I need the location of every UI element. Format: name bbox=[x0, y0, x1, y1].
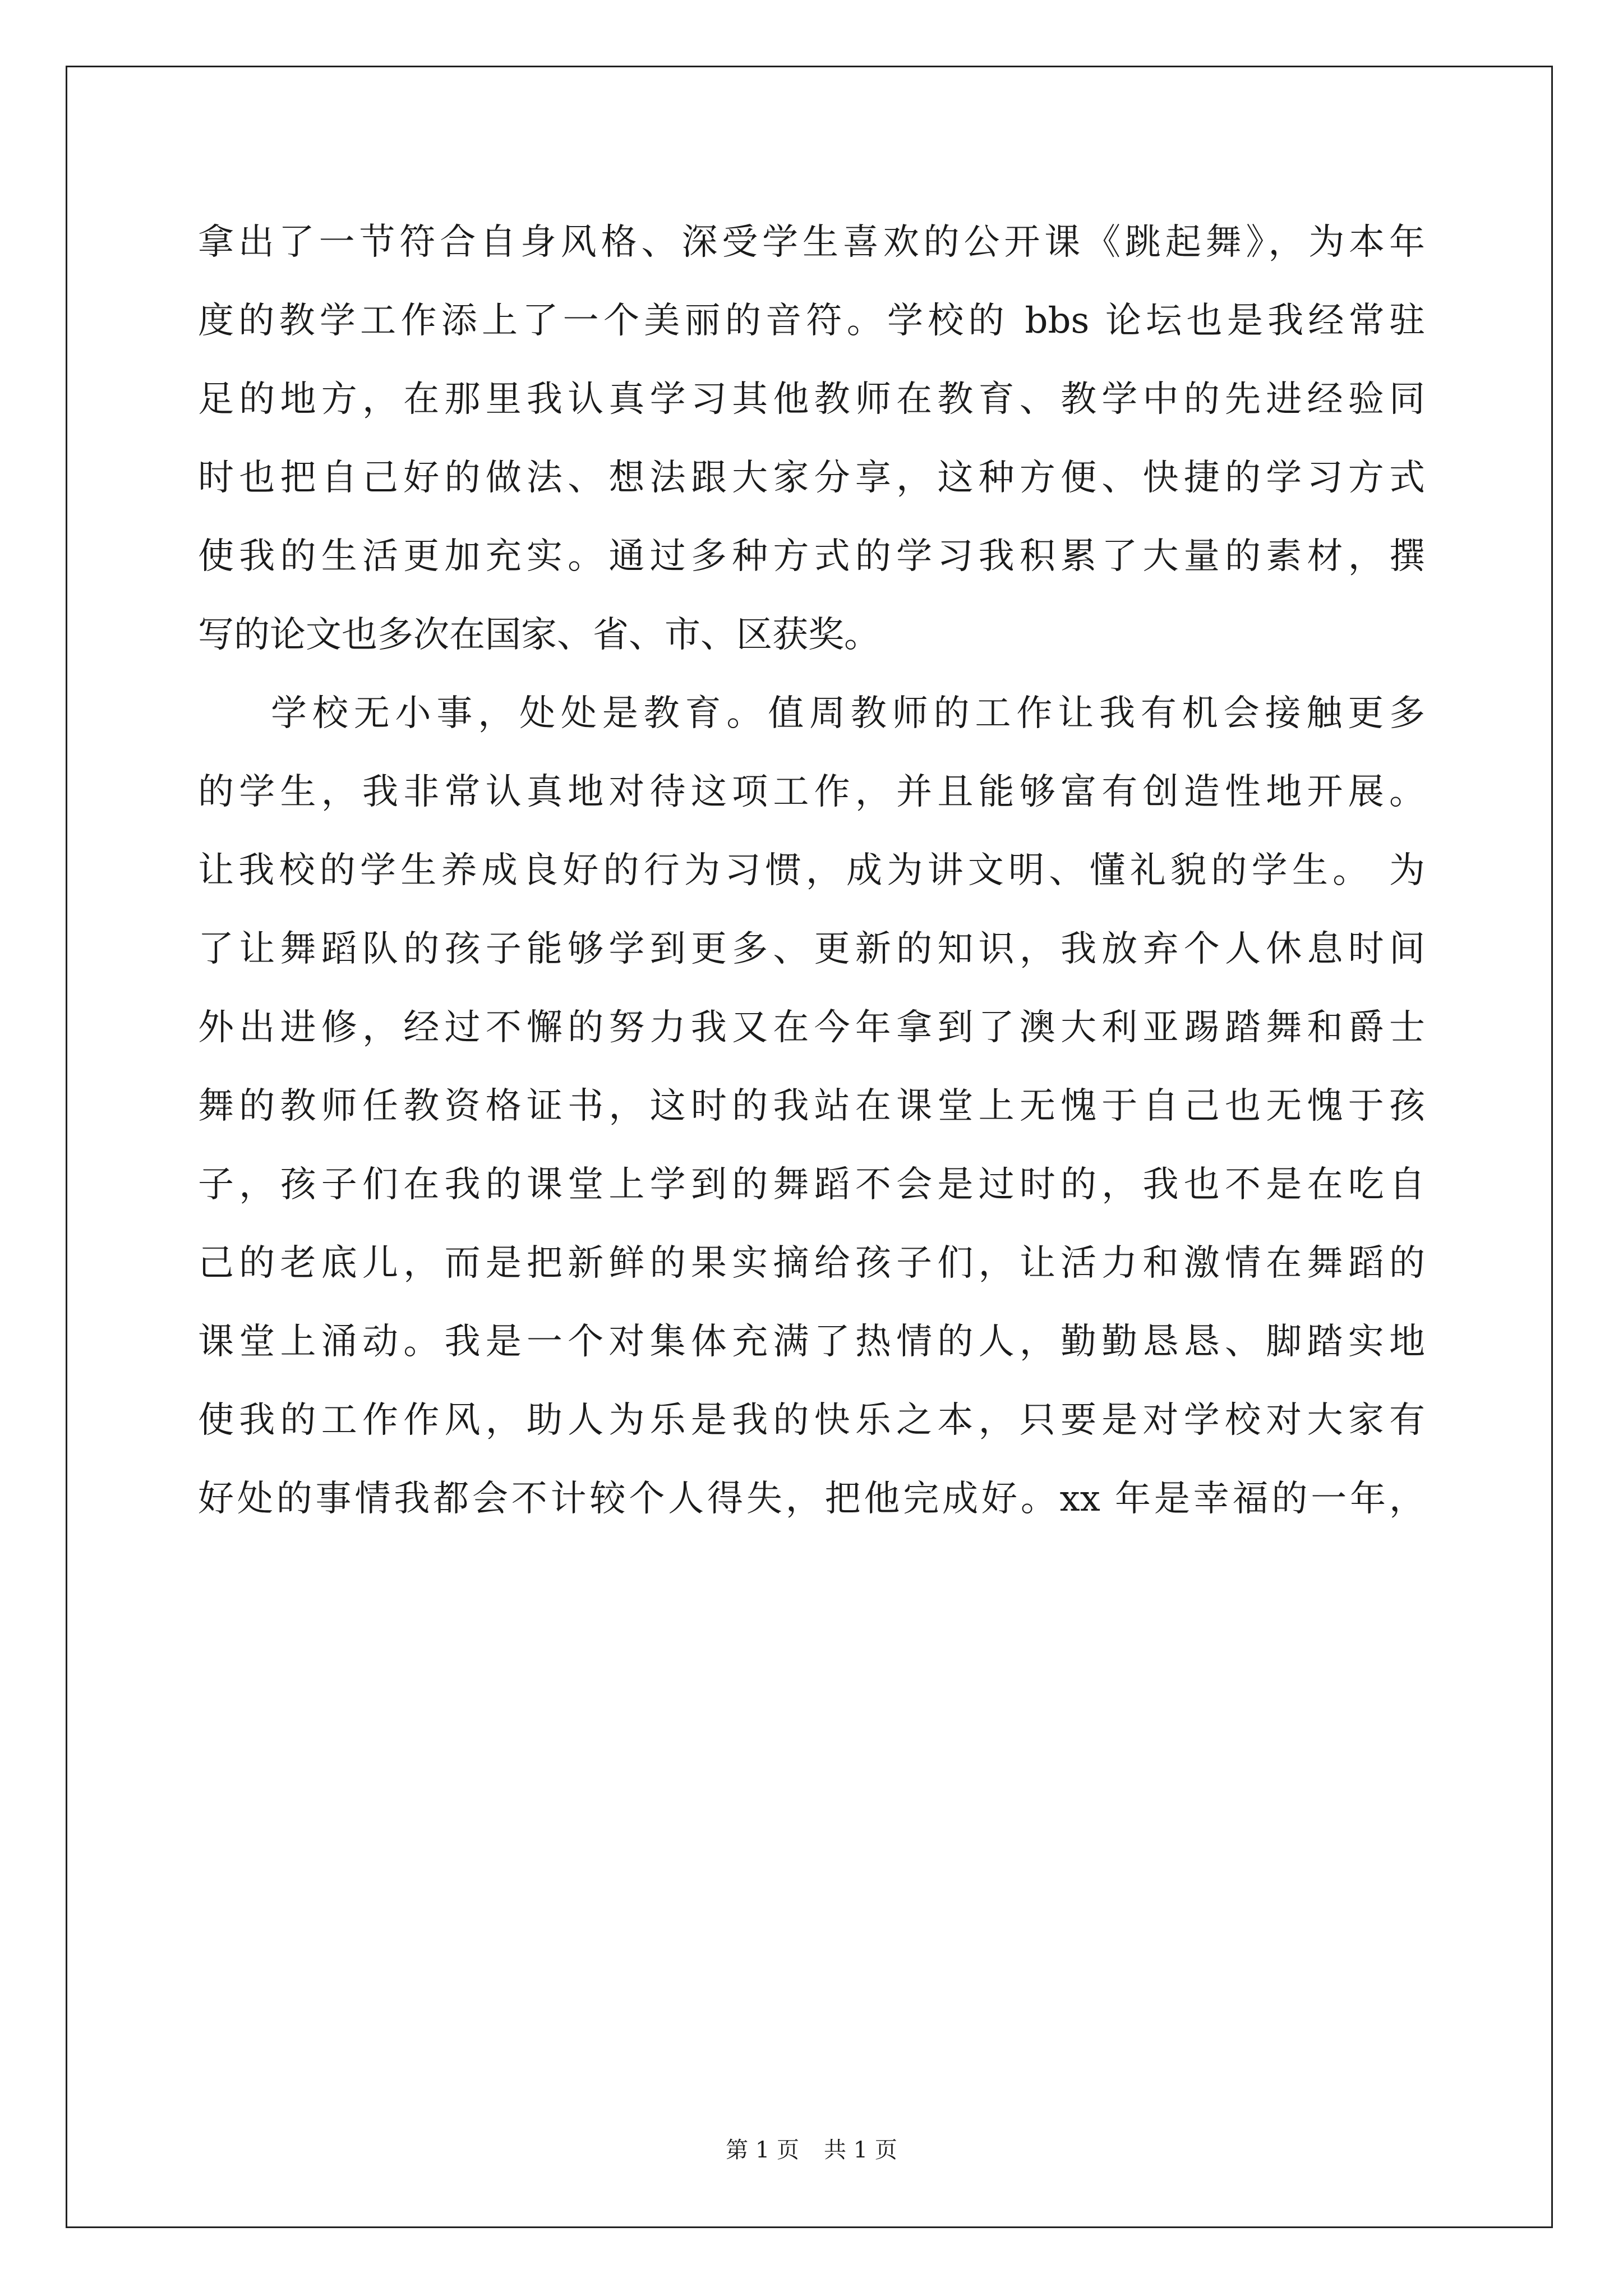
text-line: 拿出了一节符合自身风格、深受学生喜欢的公开课《跳起舞》，为本年 bbox=[198, 222, 1425, 263]
text-line: 外出进修，经过不懈的努力我又在今年拿到了澳大利亚踢踏舞和爵士 bbox=[198, 1007, 1425, 1048]
text-line: 了让舞蹈队的孩子能够学到更多、更新的知识，我放弃个人休息时间 bbox=[198, 928, 1425, 970]
page-footer bbox=[0, 2136, 1623, 2164]
text-line: 使我的工作作风，助人为乐是我的快乐之本，只要是对学校对大家有 bbox=[198, 1400, 1425, 1441]
text-line: 足的地方，在那里我认真学习其他教师在教育、教学中的先进经验同 bbox=[198, 379, 1425, 420]
text-line: 好处的事情我都会不计较个人得失，把他完成好。xx 年是幸福的一年， bbox=[198, 1478, 1425, 1520]
page-number: 第 1 页 bbox=[726, 2137, 799, 2163]
text-line: 的学生，我非常认真地对待这项工作，并且能够富有创造性地开展。 bbox=[198, 771, 1425, 813]
text-line: 舞的教师任教资格证书，这时的我站在课堂上无愧于自己也无愧于孩 bbox=[198, 1085, 1425, 1127]
text-line: 使我的生活更加充实。通过多种方式的学习我积累了大量的素材，撰 bbox=[198, 536, 1425, 577]
text-line: 子，孩子们在我的课堂上学到的舞蹈不会是过时的，我也不是在吃自 bbox=[198, 1164, 1425, 1205]
text-line: 课堂上涌动。我是一个对集体充满了热情的人，勤勤恳恳、脚踏实地 bbox=[198, 1321, 1425, 1363]
page-total: 共 1 页 bbox=[824, 2137, 897, 2163]
text-line: 己的老底儿，而是把新鲜的果实摘给孩子们，让活力和激情在舞蹈的 bbox=[198, 1243, 1425, 1284]
text-line: 时也把自己好的做法、想法跟大家分享，这种方便、快捷的学习方式 bbox=[198, 457, 1425, 499]
text-line: 写的论文也多次在国家、省、市、区获奖。 bbox=[198, 614, 880, 656]
text-line: 让我校的学生养成良好的行为习惯，成为讲文明、懂礼貌的学生。 为 bbox=[198, 850, 1425, 891]
paragraph-first-line: 学校无小事，处处是教育。值周教师的工作让我有机会接触更多 bbox=[271, 693, 1425, 734]
text-line: 度的教学工作添上了一个美丽的音符。学校的 bbs 论坛也是我经常驻 bbox=[198, 300, 1425, 342]
